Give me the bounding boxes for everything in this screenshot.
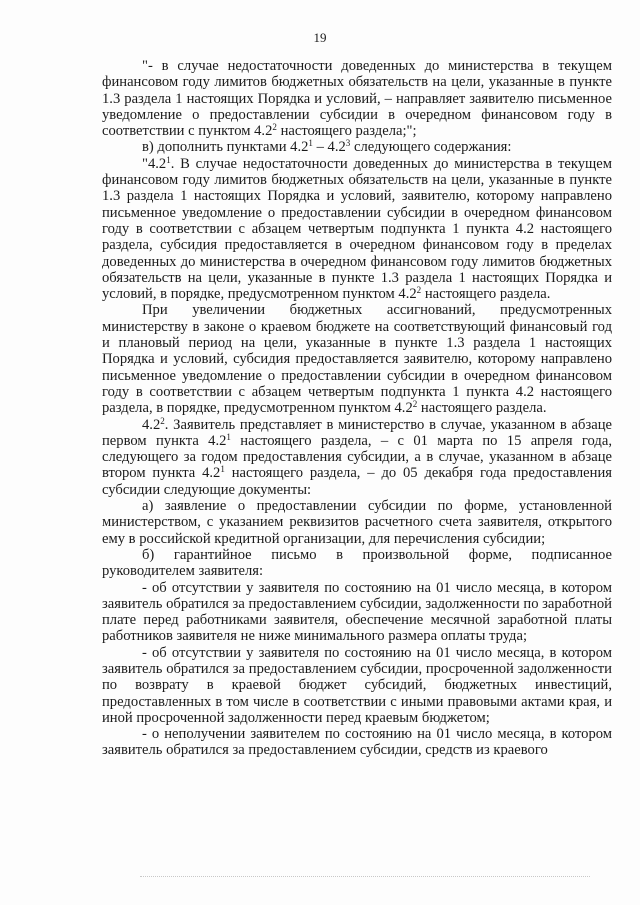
paragraph: $4.2^2$. Заявитель представляет в министерство в случае, указанном в абзаце первом пункта $4.2^1$ настоящего раздела, – с 01 марта по 15 апреля года, следующего за годом предоставления субсидии, а в случае, указанном в абзаце втором пункта $4.2^1$ настоящего раздела, – до 05 декабря года предоставления субсидии следующие документы: [102,415,612,498]
paragraph: - об отсутствии у заявителя по состоянию на 01 число месяца, в котором заявитель обратился за предоставлением субсидии, задолженности по заработной плате перед работниками заявителя, обеспечение месячной заработной платы работников заявителя не ниже минимального размера оплаты труда; [102,579,612,645]
paragraph: - о неполучении заявителем по состоянию на 01 число месяца, в котором заявитель обратился за предоставлением субсидии, средств из краевого [102,726,612,759]
paragraph: "$4.2^1$. В случае недостаточности доведенных до министерства в текущем финансовом году лимитов бюджетных обязательств на цели, указанные в пункте 1.3 раздела 1 настоящих Порядка и условий, заявителю, которому направлено письменное уведомление о предоставлении субсидии в очередном финансовом году в соответствии с абзацем четвертым подпункта 1 пункта 4.2 настоящего раздела, субсидия предоставляется в очередном финансовом году в пределах доведенных до министерства в очередном финансовом году лимитов бюджетных обязательств на цели, указанные в пункте 1.3 раздела 1 настоящих Порядка и условий, в порядке, предусмотренном пунктом $4.2^2$ настоящего раздела. [102,154,612,303]
paragraph: - об отсутствии у заявителя по состоянию на 01 число месяца, в котором заявитель обратился за предоставлением субсидии, просроченной задолженности по возврату в краевой бюджет субсидий, бюджетных инвестиций, предоставленных в том числе в соответствии с иными правовыми актами края, и иной просроченной задолженности перед краевым бюджетом; [102,644,612,726]
scan-bottom-line [140,876,590,878]
page-number: 19 [313,30,327,45]
paragraph: б) гарантийное письмо в произвольной форме, подписанное руководителем заявителя: [102,546,612,580]
document-body [102,58,612,759]
paragraph: При увеличении бюджетных ассигнований, предусмотренных министерству в законе о краевом бюджете на соответствующий финансовый год и плановый период на цели, указанные в пункте 1.3 раздела 1 настоящих Порядка и условий, субсидия предоставляется заявителю, которому направлено письменное уведомление о предоставлении субсидии в очередном финансовом году в соответствии с абзацем четвертым подпункта 1 пункта 4.2 настоящего раздела, в порядке, предусмотренном пунктом $4.2^2$ настоящего раздела. [102,302,612,417]
paragraph: "- в случае недостаточности доведенных до министерства в текущем финансовом году лимитов бюджетных обязательств на цели, указанные в пункте 1.3 раздела 1 настоящих Порядка и условий, – направляет заявителю письменное уведомление о предоставлении субсидии в очередном финансовом году в соответствии с пунктом $4.2^2$ настоящего раздела;"; [102,58,612,140]
paragraph: а) заявление о предоставлении субсидии по форме, установленной министерством, с указанием реквизитов расчетного счета заявителя, открытого ему в российской кредитной организации, для перечисления субсидии; [102,498,612,547]
paragraph: в) дополнить пунктами $4.2^1 - 4.2^3$ следующего содержания: [142,138,512,156]
